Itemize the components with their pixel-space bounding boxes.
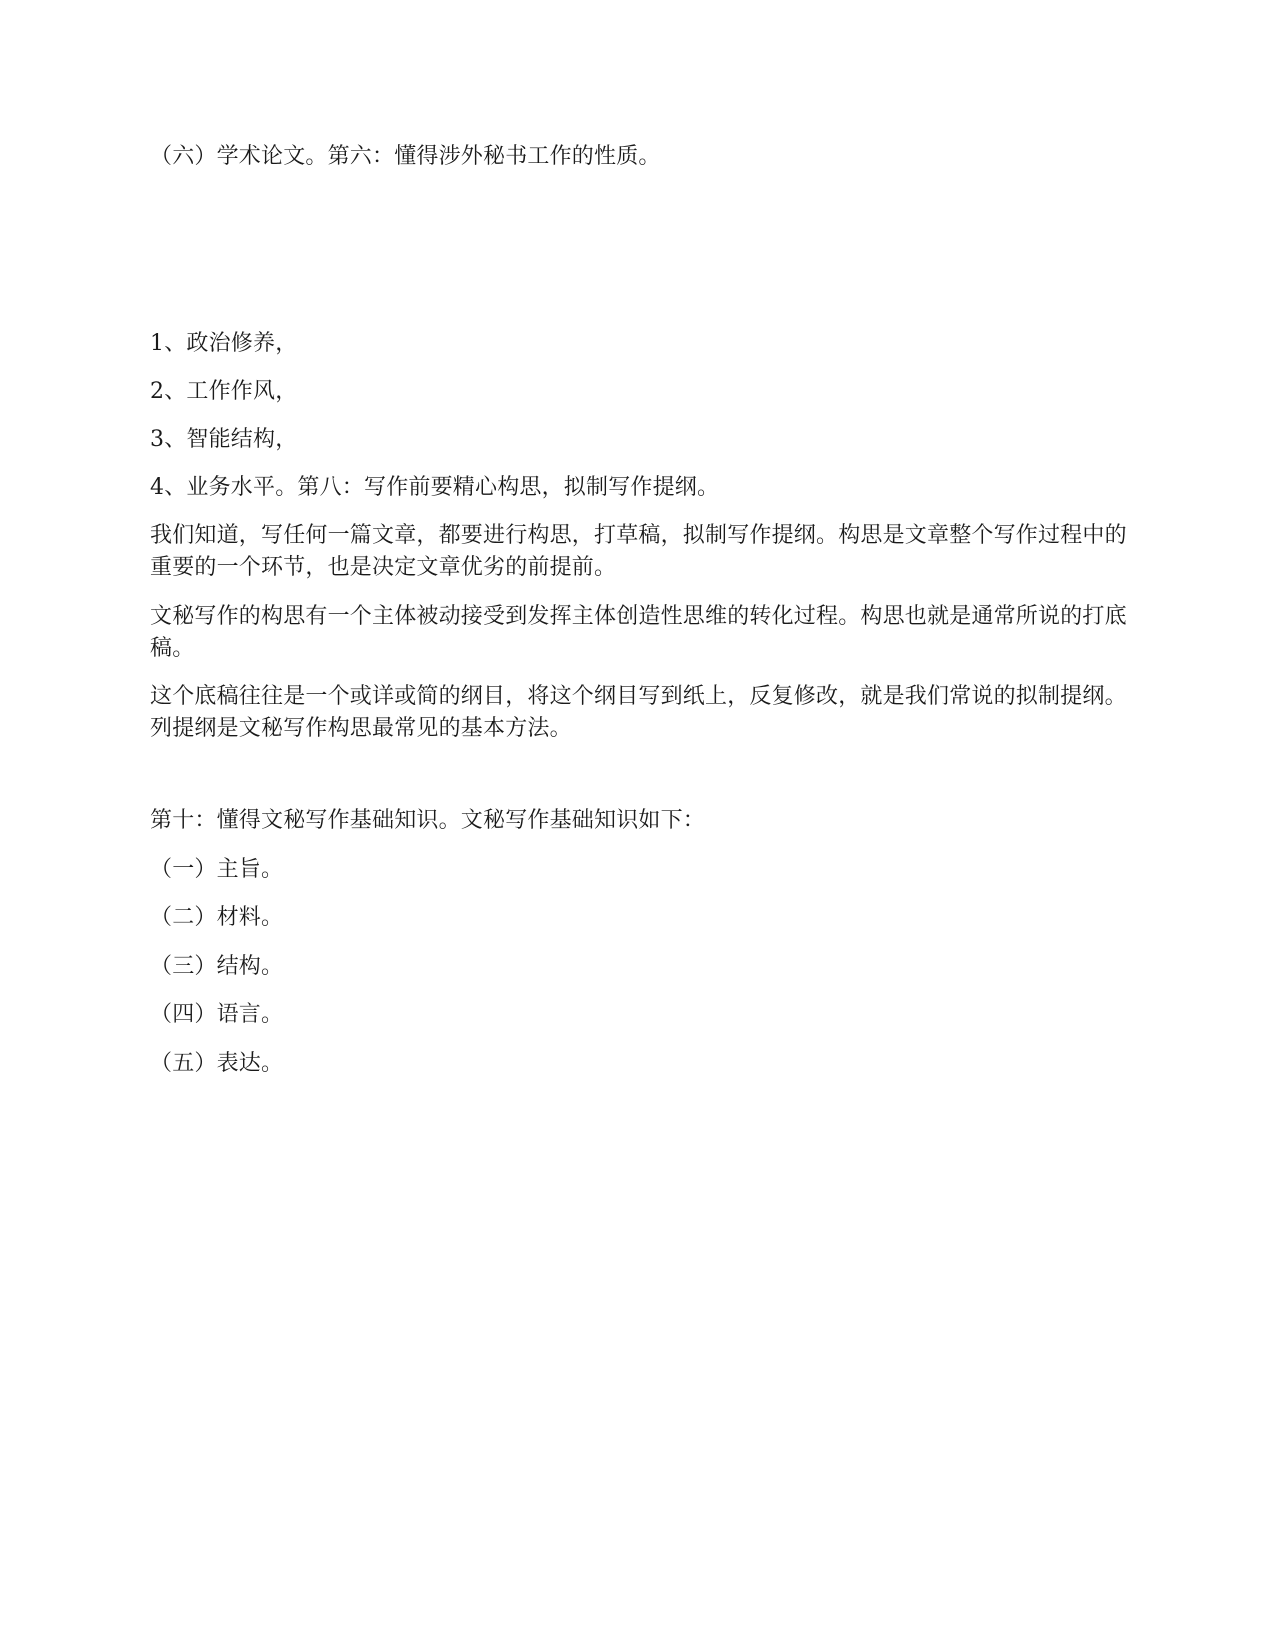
sub-item-expression: （五）表达。: [150, 1051, 284, 1076]
list-item-intelligence: 3、智能结构，: [150, 427, 298, 452]
paragraph-construct: 我们知道，写任何一篇文章，都要进行构思，打草稿，拟制写作提纲。构思是文章整个写作过程中的重要的一个环节，也是决定文章优劣的前提前。: [150, 523, 1127, 580]
list-item-political: 1、政治修养，: [150, 331, 298, 356]
sub-item-structure: （三）结构。: [150, 954, 284, 979]
section-ten-heading: 第十：懂得文秘写作基础知识。文秘写作基础知识如下：: [150, 808, 706, 833]
list-item-work-style: 2、工作作风，: [150, 379, 298, 404]
sub-item-language: （四）语言。: [150, 1002, 284, 1027]
text-line-academic-paper: （六）学术论文。第六：懂得涉外秘书工作的性质。: [150, 144, 661, 169]
paragraph-conception: 文秘写作的构思有一个主体被动接受到发挥主体创造性思维的转化过程。构思也就是通常所说的打底稿。: [150, 604, 1127, 661]
sub-item-theme: （一）主旨。: [150, 857, 284, 882]
paragraph-outline: 这个底稿往往是一个或详或简的纲目，将这个纲目写到纸上，反复修改，就是我们常说的拟制提纲。列提纲是文秘写作构思最常见的基本方法。: [150, 684, 1127, 741]
list-item-business-level: 4、业务水平。第八：写作前要精心构思，拟制写作提纲。: [150, 475, 720, 500]
sub-item-material: （二）材料。: [150, 905, 284, 930]
